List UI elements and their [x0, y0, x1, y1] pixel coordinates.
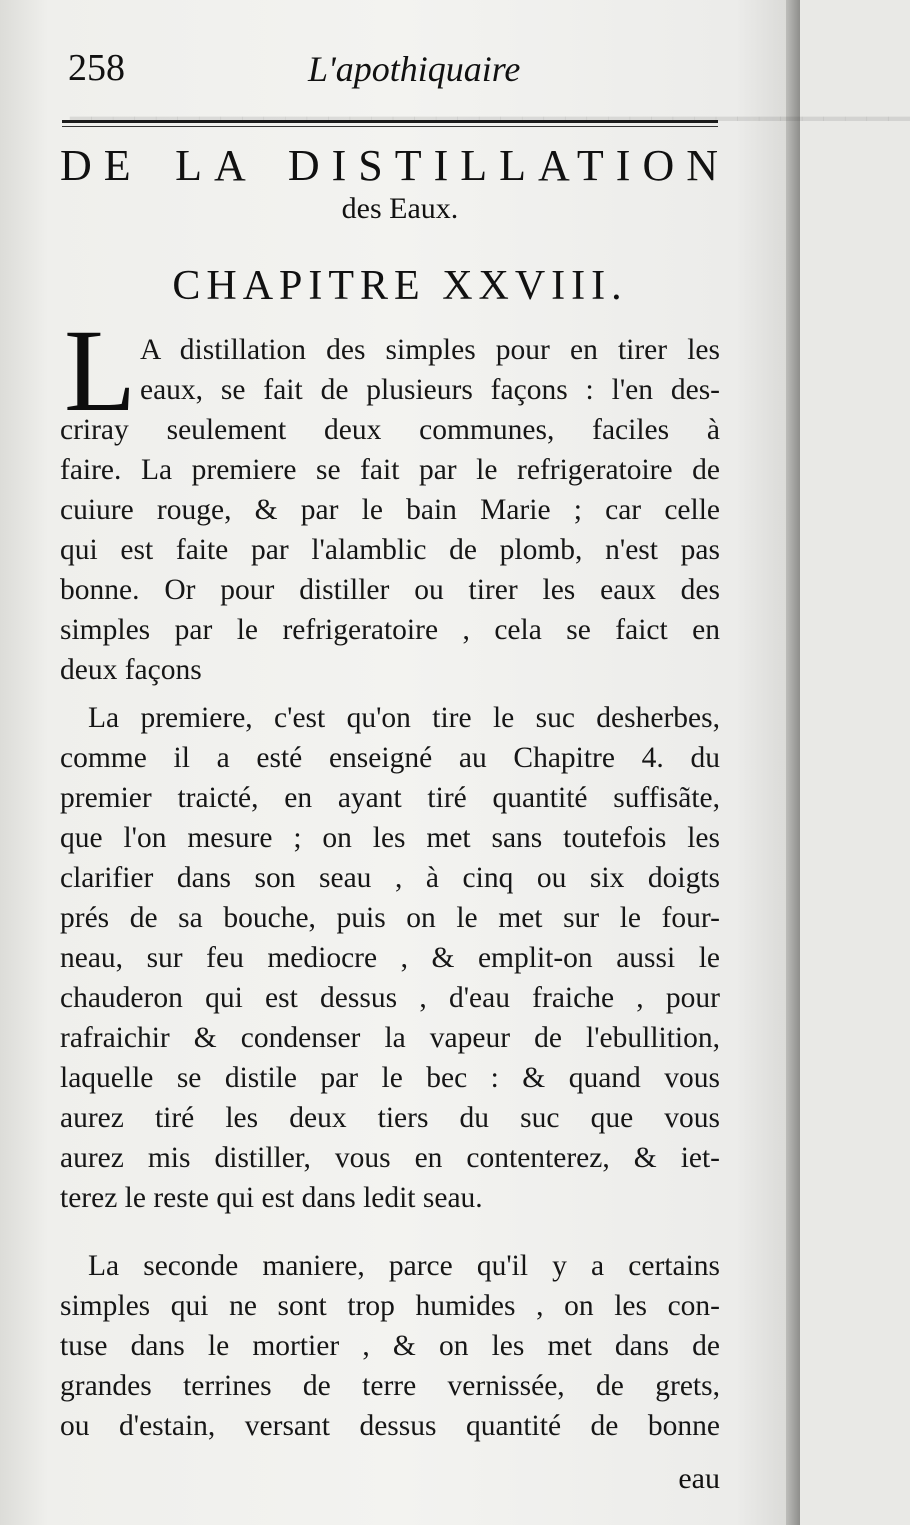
text-line: cuiure rouge, & par le bain Marie ; car celle: [60, 494, 720, 526]
text-line: que l'on mesure ; on les met sans toutefois les: [60, 822, 720, 854]
text-line: qui est faite par l'alamblic de plomb, n'est pas: [60, 534, 720, 566]
header-rule: [62, 120, 718, 123]
text-line: terez le reste qui est dans ledit seau.: [60, 1182, 483, 1214]
text-line: premier traicté, en ayant tiré quantité suffisãte,: [60, 782, 720, 814]
drop-capital: L: [64, 305, 137, 436]
page-header: [68, 46, 728, 96]
header-rule-thin: [62, 126, 718, 127]
text-line: faire. La premiere se fait par le refrigeratoire de: [60, 454, 720, 486]
text-line: grandes terrines de terre vernissée, de grets,: [60, 1370, 720, 1402]
text-line: La premiere, c'est qu'on tire le suc desherbes,: [88, 702, 720, 734]
running-title: L'apothiquaire: [308, 49, 521, 89]
text-line: aurez tiré les deux tiers du suc que vous: [60, 1102, 720, 1134]
show-through-text: ▁▁▁▁▁▁▁▁▁▁▁▁▁▁▁▁▁▁▁▁▁▁▁▁▁▁▁▁▁▁▁▁▁▁▁▁▁▁▁: [70, 90, 910, 121]
text-line: laquelle se distile par le bec : & quand vous: [60, 1062, 720, 1094]
text-line: tuse dans le mortier , & on les met dans de: [60, 1330, 720, 1362]
text-line: La seconde maniere, parce qu'il y a certains: [88, 1250, 720, 1282]
text-line: aurez mis distiller, vous en contenterez, & iet-: [60, 1142, 720, 1174]
page-number: 258: [68, 47, 125, 89]
catchword: eau: [678, 1462, 720, 1495]
text-line: ou d'estain, versant dessus quantité de bonne: [60, 1410, 720, 1442]
page-edge: [786, 0, 800, 1525]
text-line: bonne. Or pour distiller ou tirer les eaux des: [60, 574, 720, 606]
text-line: simples qui ne sont trop humides , on les con-: [60, 1290, 720, 1322]
text-line: prés de sa bouche, puis on le met sur le four-: [60, 902, 720, 934]
section-subtitle: des Eaux.: [341, 192, 459, 225]
section-title: DE LA DISTILLATION: [60, 141, 730, 190]
chapter-heading: CHAPITRE XXVIII.: [172, 263, 628, 309]
text-line: comme il a esté enseigné au Chapitre 4. du: [60, 742, 720, 774]
text-line: clarifier dans son seau , à cinq ou six doigts: [60, 862, 720, 894]
text-line: neau, sur feu mediocre , & emplit-on aussi le: [60, 942, 720, 974]
text-line: eaux, se fait de plusieurs façons : l'en des-: [140, 374, 720, 406]
text-line: chauderon qui est dessus , d'eau fraiche , pour: [60, 982, 720, 1014]
text-line: simples par le refrigeratoire , cela se faict en: [60, 614, 720, 646]
text-line: criray seulement deux communes, faciles à: [60, 414, 720, 446]
text-line: rafraichir & condenser la vapeur de l'ebullition,: [60, 1022, 720, 1054]
text-line: A distillation des simples pour en tirer les: [140, 334, 720, 366]
text-line: deux façons: [60, 654, 202, 686]
